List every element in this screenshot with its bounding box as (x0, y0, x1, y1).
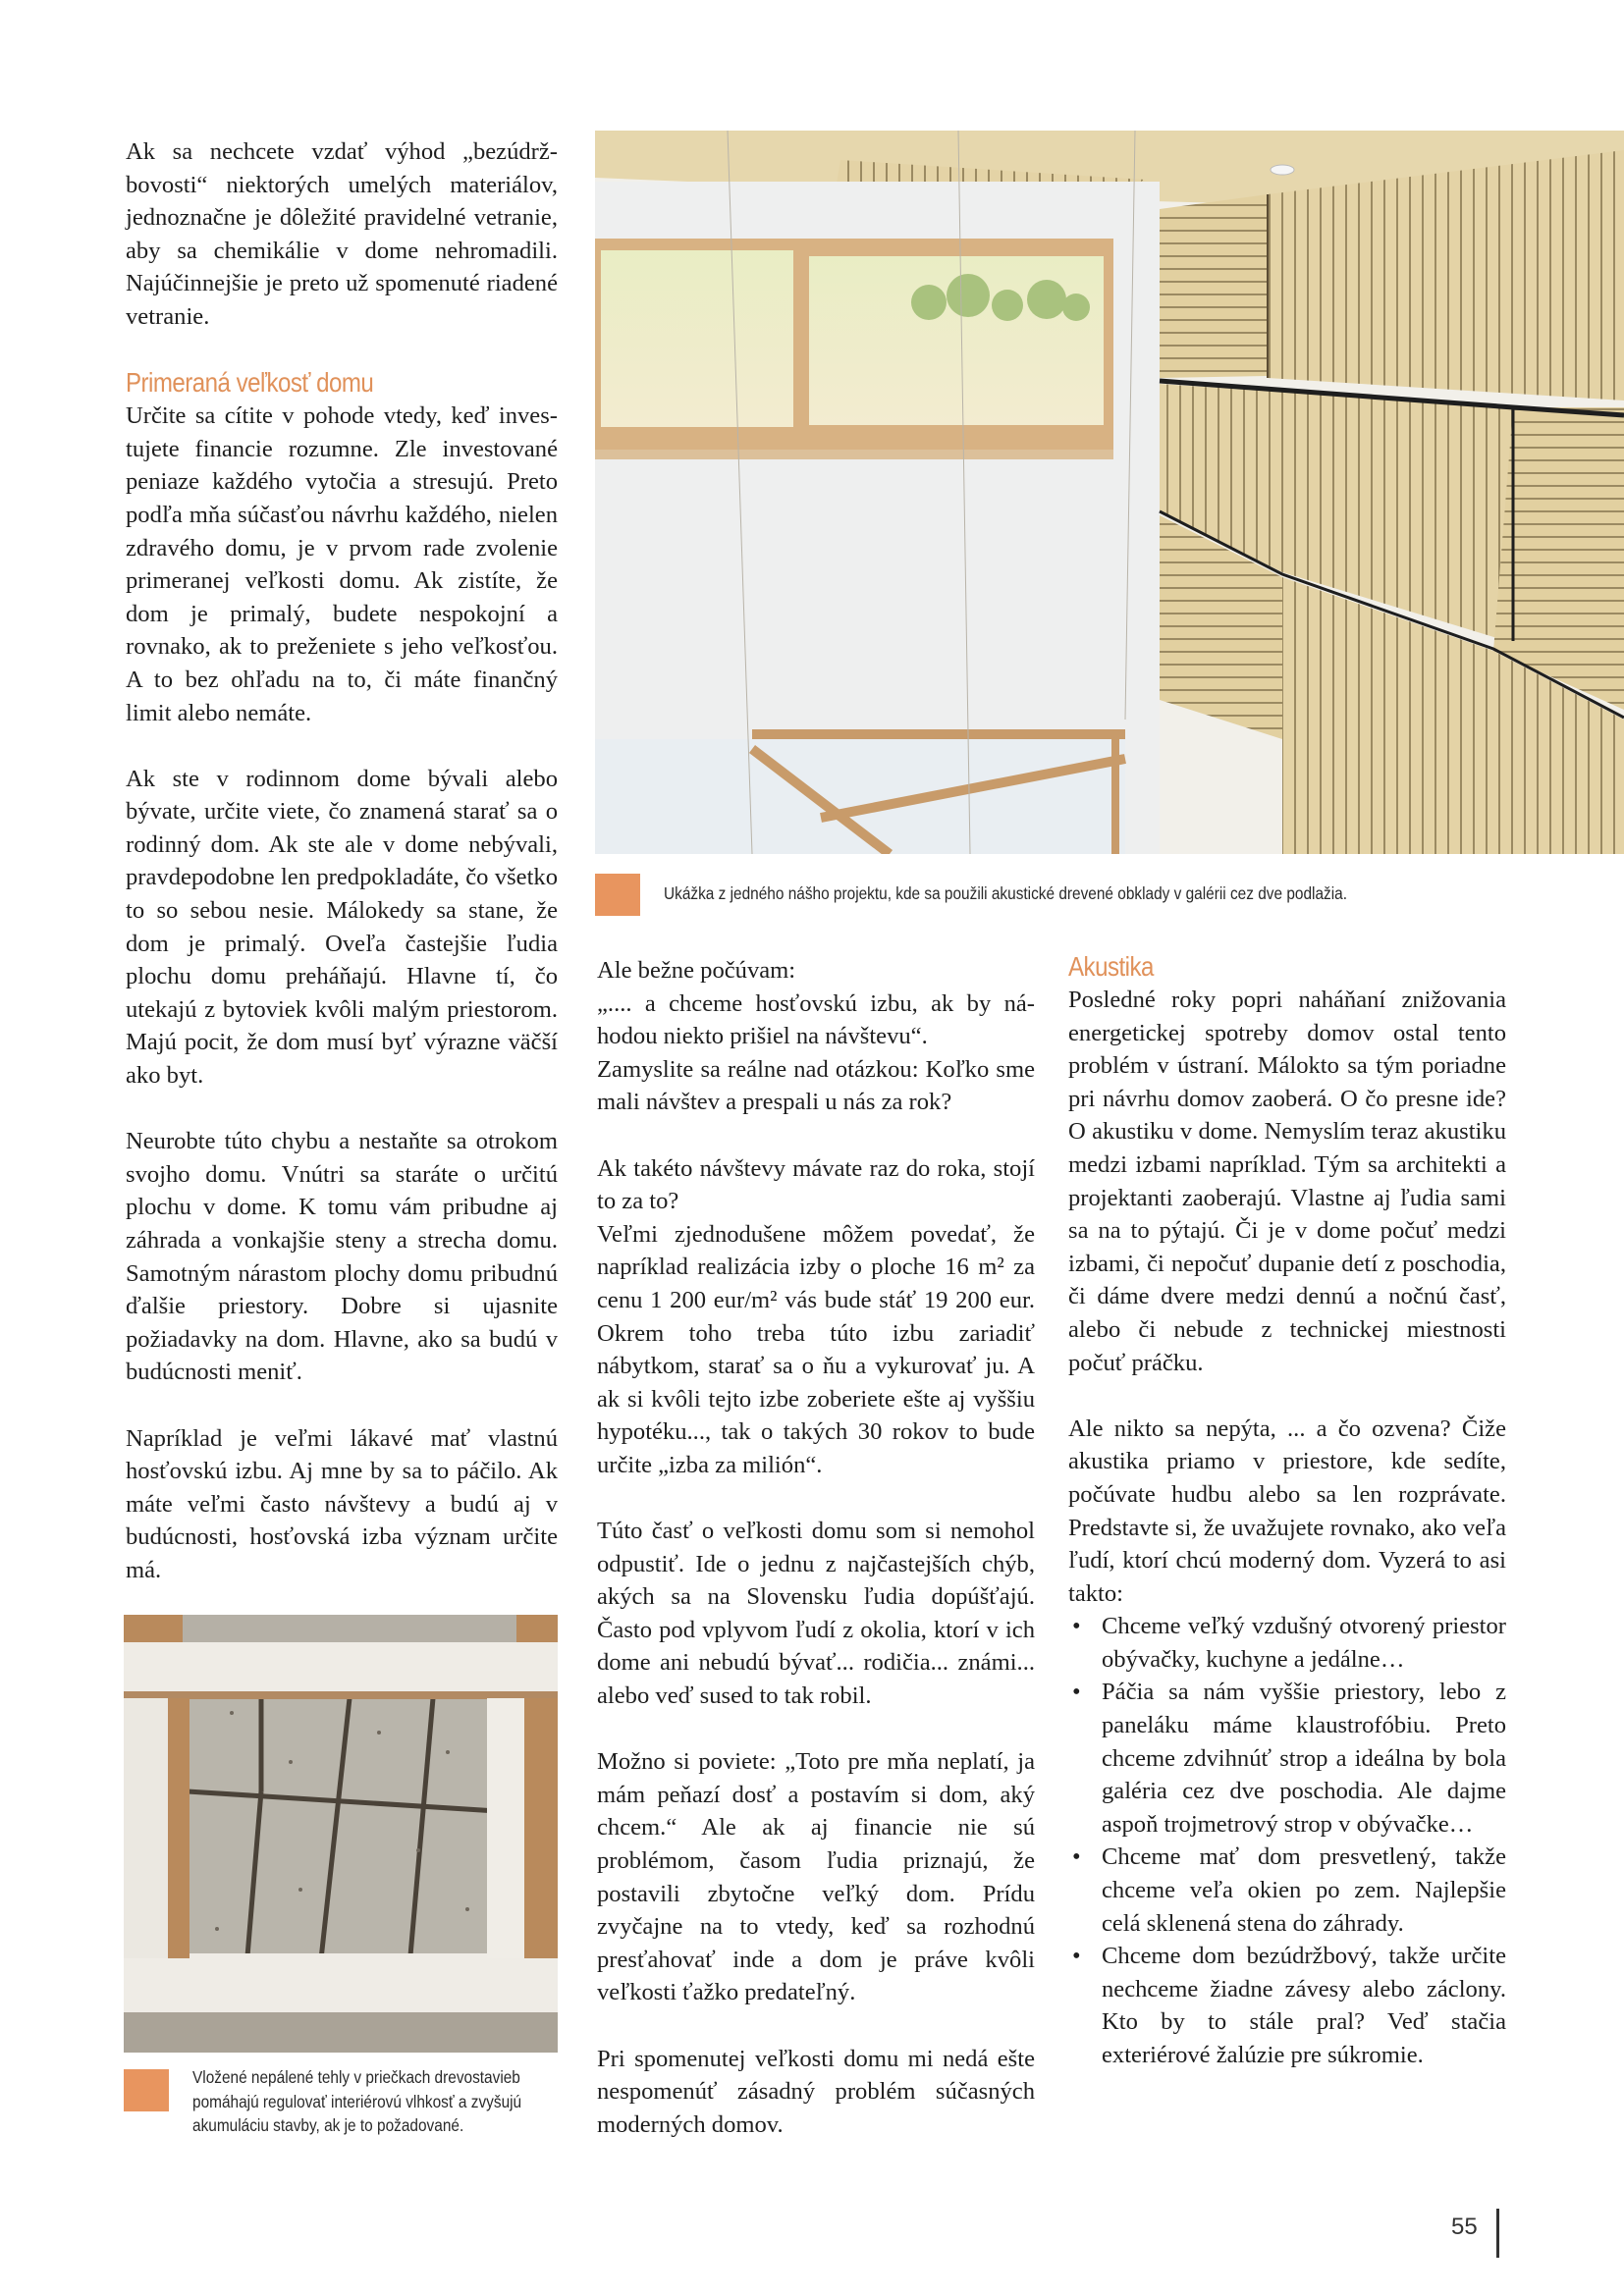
interior-gallery-image (595, 131, 1624, 854)
body-paragraph: Pri spomenutej veľkosti domu mi nedá ešte nespomenúť zásadný problém súčasných moderných domov. (597, 2045, 1035, 2138)
gallery-photo-caption: Ukážka z jedného nášho projektu, kde sa použili akustické drevené obklady v galérii cez dve podlažia. (664, 883, 1347, 903)
body-paragraph: Určite sa cítite v pohode vtedy, keď investujete financie rozumne. Zle investované peniaze každého vytočia a stresujú. Preto podľa mňa súčasťou návrhu každého, nielen zdravého domu, je v prvom rade zvolenie primeranej veľkosti domu. Ak zistíte, že dom je primalý, budete nespokojní a rovnako, ak to preženiete s jeho veľkosťou. A to bez ohľadu na to, či máte finančný limit alebo nemáte. (126, 402, 558, 726)
caption-marker-square (595, 874, 640, 916)
body-paragraph: Ale nikto sa nepýta, ... a čo ozvena? Čiže akustika priamo v priestore, kde sedíte, počúvate hudbu alebo sa len rozprávate. Predstavte si, že uvažujete rovnako, ako veľa ľudí, ktorí chcú moderný dom. Vyzerá to asi takto: (1068, 1415, 1506, 1607)
bricks-photo-caption: Vložené nepálené tehly v priečkach drevostavieb pomáhajú regulovať interiérovú vlhkosť a zvyšujú akumuláciu stavby, ak je to požadované. (192, 2067, 522, 2135)
page-number: 55 (1451, 2214, 1478, 2240)
body-paragraph: Ak ste v rodinnom dome bývali alebo bývate, určite viete, čo znamená starať sa o rodinný dom. Ak ste ale v dome nebývali, pravdepodobne len predpokladáte, čo všetko to so sebou nesie. Málokedy sa stane, že dom je primalý. Oveľa častejšie ľudia plochu domu preháňajú. Hlavne tí, čo utekajú z bytoviek kvôli malým priestorom. Majú pocit, že dom musí byť výrazne väčší ako byt. (126, 765, 558, 1090)
section-heading-house-size: Primeraná veľkosť domu (126, 367, 374, 399)
section-heading-acoustics: Akustika (1068, 951, 1154, 982)
gallery-acoustic-panels-photo (595, 131, 1624, 854)
bullet-item: • Chceme dom bezúdržbový, takže určite nechceme žiadne závesy alebo záclony. Kto by to stále pral? Veď stačia exteriérové žalúzie pre súkromie. (1068, 1940, 1506, 2071)
body-paragraph: Zamyslite sa reálne nad otázkou: Koľko sme mali návštev a prespali u nás za rok? (597, 1055, 1035, 1116)
body-paragraph: Túto časť o veľkosti domu som si nemohol odpustiť. Ide o jednu z najčastejších chýb, akých sa na Slovensku ľudia dopúšťajú. Často pod vplyvom ľudí z okolia, ktorí v ich dome ani nebudú bývať... rodičia... známi... alebo veď sused to tak robil. (597, 1518, 1035, 1710)
bullet-item: • Páčia sa nám vyššie priestory, lebo z paneláku máme klaustrofóbiu. Preto chceme zdvihnúť strop a ideálna by bola galéria cez dve poschodia. Ale dajme aspoň trojmetrový strop v obývačke… (1068, 1676, 1506, 1841)
bullet-item: • Chceme mať dom presvetlený, takže chceme veľa okien po zem. Najlepšie celá sklenená stena do záhrady. (1068, 1841, 1506, 1940)
body-paragraph: Ak takéto návštevy mávate raz do roka, stojí to za to? (597, 1154, 1035, 1215)
intro-paragraph: Ak sa nechcete vzdať výhod „bezúdržbovosti“ niektorých umelých materiálov, jednoznačne je dôležité pravidelné vetranie, aby sa chemikálie v dome nehromadili. Najúčinnejšie je preto už spomenuté riadené vetranie. (126, 138, 558, 330)
bullet-item: • Chceme veľký vzdušný otvorený priestor obývačky, kuchyne a jedálne… (1068, 1610, 1506, 1676)
body-paragraph: Ale bežne počúvam: (597, 957, 796, 984)
wishes-bullet-list (1068, 1610, 1506, 2071)
middle-column (597, 954, 1035, 2174)
body-paragraph: Neurobte túto chybu a nestaňte sa otrokom svojho domu. Vnútri sa staráte o určitú plochu v dome. K tomu vám pribudne aj záhrada a vonkajšie steny a strecha domu. Samotným nárastom plochy domu pribudnú ďalšie priestory. Dobre si ujasnite požiadavky na dom. Hlavne, ako sa budú v budúcnosti meniť. (126, 1128, 558, 1386)
body-paragraph: Veľmi zjednodušene môžem povedať, že napríklad realizácia izby o ploche 16 m² za cenu 1 200 eur/m² vás bude stáť 19 200 eur. Okrem toho treba túto izbu zariadiť nábytkom, starať sa o ňu a vykurovať ju. A ak si kvôli tejto izbe zoberiete ešte aj vyššiu hypotéku..., tak o takých 30 rokov to bude určite „izba za milión“. (597, 1220, 1035, 1478)
body-paragraph: Napríklad je veľmi lákavé mať vlastnú hosťovskú izbu. Aj mne by sa to páčilo. Ak máte veľmi často návštevy a budú aj v budúcnosti, hosťovská izba význam určite má. (126, 1424, 558, 1583)
page-number-rule (1496, 2209, 1499, 2258)
right-column (1068, 950, 1506, 2072)
caption-marker-square (124, 2069, 169, 2111)
bricks-in-frame-image (124, 1615, 558, 2053)
body-paragraph: Možno si poviete: „Toto pre mňa neplatí, ja mám peňazí dosť a postavím si dom, aký chcem.“ Ale ak aj financie nie sú problémom, časom ľudia priznajú, že postavili zbytočne veľký dom. Prídu zvyčajne na to vtedy, keď sa rozhodnú presťahovať inde a dom je práve kvôli veľkosti ťažko predateľný. (597, 1748, 1035, 2006)
left-column (126, 135, 558, 1620)
unfired-bricks-photo (124, 1615, 558, 2053)
body-paragraph: Posledné roky popri naháňaní znižovania energetickej spotreby domov ostal tento problém v ústraní. Málokto sa tým poriadne pri návrhu domov zaoberá. O čo presne ide? O akustiku v dome. Nemyslím teraz akustiku medzi izbami napríklad. Tým sa architekti a projektanti zaoberajú. Vlastne aj ľudia sami sa na to pýtajú. Či je v dome počuť medzi izbami, či nepočuť dupanie detí z poschodia, či dáme dvere medzi dennú a nočnú časť, alebo či nebude z technickej miestnosti počuť práčku. (1068, 987, 1506, 1376)
quote-paragraph: „.... a chceme hosťovskú izbu, ak by náhodou niekto prišiel na návštevu“. (597, 989, 1035, 1050)
